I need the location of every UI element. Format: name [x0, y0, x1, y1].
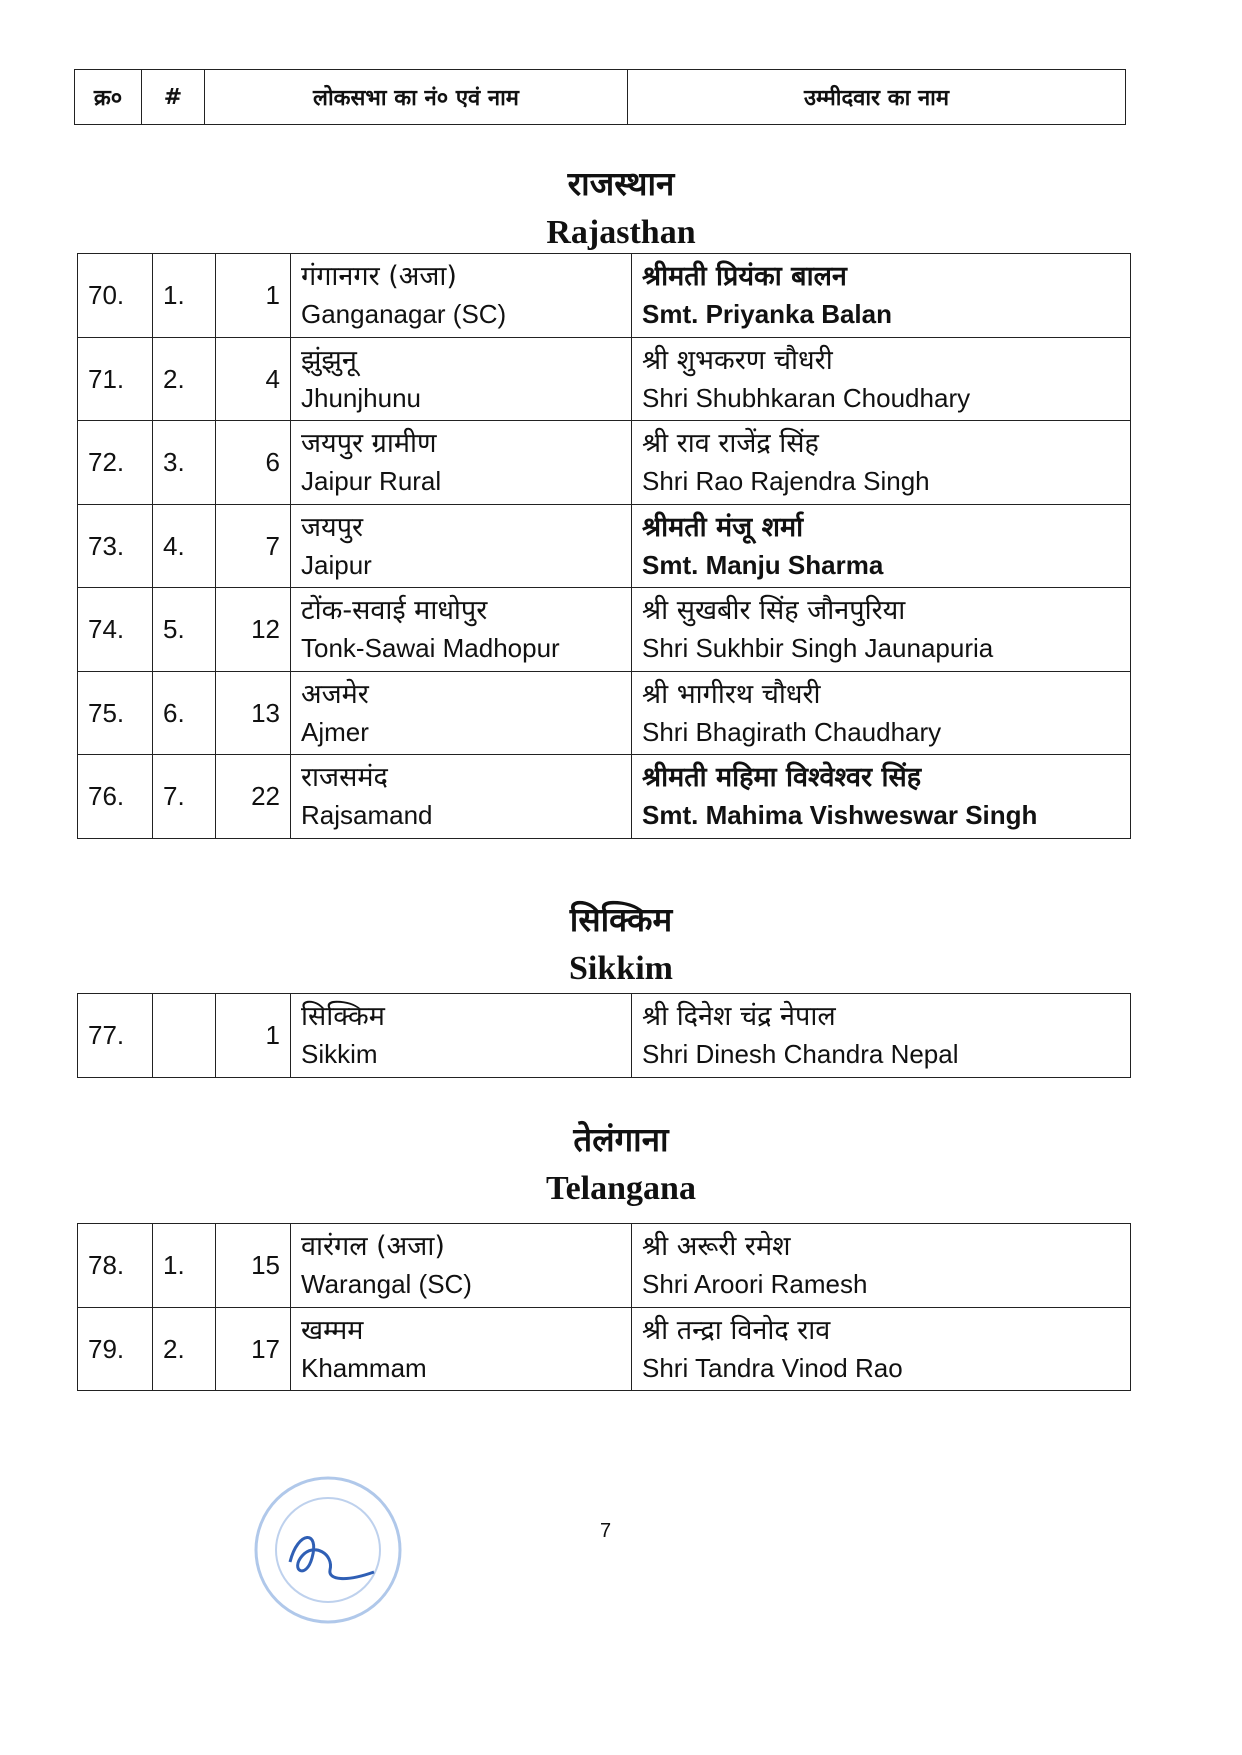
candidate-hindi: श्री तन्द्रा विनोद राव: [642, 1314, 831, 1346]
table-row: [78, 1224, 1131, 1308]
cell-pc-number: [216, 755, 291, 839]
serial-number: 75.: [88, 697, 125, 728]
cell-pc-number: [216, 671, 291, 755]
cell-state-serial: [153, 504, 216, 588]
constituency-hindi: झुंझुनू: [301, 344, 357, 376]
serial-number: 77.: [88, 1020, 125, 1051]
candidate-english: Shri Tandra Vinod Rao: [642, 1352, 903, 1383]
serial-number: 79.: [88, 1333, 125, 1364]
constituency-hindi: जयपुर ग्रामीण: [301, 428, 437, 460]
constituency-english: Ganganagar (SC): [301, 299, 507, 330]
cell-serial: [78, 671, 153, 755]
state-serial-number: 5.: [163, 614, 185, 645]
constituency-hindi: सिक्किम: [301, 1001, 385, 1033]
constituency-hindi: वारंगल (अजा): [301, 1231, 445, 1263]
constituency-english: Jaipur Rural: [301, 466, 442, 497]
header-hash: #: [142, 70, 205, 125]
cell-pc-number: [216, 1224, 291, 1308]
cell-candidate: [632, 421, 1131, 505]
pc-number: 13: [251, 697, 280, 728]
header-candidate: उम्मीदवार का नाम: [628, 70, 1126, 125]
pc-number: 22: [251, 781, 280, 812]
candidate-hindi: श्री भागीरथ चौधरी: [642, 678, 821, 710]
cell-serial: [78, 421, 153, 505]
cell-state-serial: [153, 994, 216, 1078]
candidates-table: [77, 993, 1131, 1078]
serial-number: 74.: [88, 614, 125, 645]
state-title-english: Rajasthan: [546, 214, 696, 251]
state-serial-number: 3.: [163, 447, 185, 478]
cell-state-serial: [153, 337, 216, 421]
candidate-english: Shri Sukhbir Singh Jaunapuria: [642, 633, 994, 664]
candidate-hindi: श्री शुभकरण चौधरी: [642, 344, 833, 376]
header-constituency: लोकसभा का नं० एवं नाम: [205, 70, 628, 125]
pc-number: 12: [251, 614, 280, 645]
candidate-english: Shri Bhagirath Chaudhary: [642, 716, 942, 747]
table-row: [78, 588, 1131, 672]
candidate-hindi: श्री दिनेश चंद्र नेपाल: [642, 1001, 836, 1033]
state-serial-number: 7.: [163, 781, 185, 812]
candidate-hindi: श्री राव राजेंद्र सिंह: [642, 428, 819, 460]
table-row: [78, 254, 1131, 338]
constituency-english: Sikkim: [301, 1039, 378, 1070]
candidate-english: Smt. Mahima Vishweswar Singh: [642, 800, 1038, 831]
cell-state-serial: [153, 755, 216, 839]
candidate-hindi: श्रीमती मंजू शर्मा: [642, 511, 804, 543]
state-title-hindi: राजस्थान: [567, 164, 675, 203]
candidate-english: Shri Rao Rajendra Singh: [642, 466, 930, 497]
serial-number: 73.: [88, 530, 125, 561]
constituency-hindi: टोंक-सवाई माधोपुर: [301, 595, 488, 627]
cell-candidate: [632, 755, 1131, 839]
cell-candidate: [632, 337, 1131, 421]
constituency-hindi: खम्मम: [301, 1314, 364, 1346]
cell-candidate: [632, 504, 1131, 588]
table-row: [78, 421, 1131, 505]
cell-pc-number: [216, 1307, 291, 1391]
serial-number: 71.: [88, 363, 125, 394]
serial-number: 76.: [88, 781, 125, 812]
cell-constituency: [291, 671, 632, 755]
state-serial-number: 2.: [163, 1333, 185, 1364]
cell-constituency: [291, 504, 632, 588]
state-title-hindi: सिक्किम: [569, 900, 673, 939]
cell-constituency: [291, 421, 632, 505]
cell-pc-number: [216, 588, 291, 672]
constituency-english: Jhunjhunu: [301, 382, 421, 413]
office-seal-image: [250, 1470, 420, 1644]
constituency-english: Khammam: [301, 1352, 427, 1383]
pc-number: 7: [265, 530, 280, 561]
cell-constituency: [291, 1224, 632, 1308]
cell-state-serial: [153, 588, 216, 672]
serial-number: 70.: [88, 280, 125, 311]
cell-state-serial: [153, 1224, 216, 1308]
cell-candidate: [632, 1307, 1131, 1391]
cell-pc-number: [216, 254, 291, 338]
candidates-table: [77, 1223, 1131, 1391]
serial-number: 78.: [88, 1250, 125, 1281]
cell-constituency: [291, 1307, 632, 1391]
state-title-english: Sikkim: [569, 950, 673, 987]
cell-candidate: [632, 994, 1131, 1078]
cell-candidate: [632, 588, 1131, 672]
cell-state-serial: [153, 421, 216, 505]
pc-number: 1: [265, 280, 280, 311]
candidate-english: Smt. Priyanka Balan: [642, 299, 892, 330]
state-title-hindi: तेलंगाना: [573, 1120, 669, 1159]
constituency-hindi: जयपुर: [301, 511, 364, 543]
table-row: [78, 337, 1131, 421]
table-row: [78, 671, 1131, 755]
state-title-english: Telangana: [546, 1170, 696, 1207]
cell-serial: [78, 254, 153, 338]
constituency-english: Warangal (SC): [301, 1269, 472, 1300]
state-serial-number: 1.: [163, 1250, 185, 1281]
cell-state-serial: [153, 254, 216, 338]
cell-pc-number: [216, 337, 291, 421]
cell-constituency: [291, 337, 632, 421]
candidates-table: [77, 253, 1131, 839]
pc-number: 15: [251, 1250, 280, 1281]
cell-constituency: [291, 254, 632, 338]
cell-constituency: [291, 994, 632, 1078]
constituency-hindi: राजसमंद: [301, 762, 388, 794]
cell-constituency: [291, 588, 632, 672]
cell-serial: [78, 994, 153, 1078]
table-row: [78, 1307, 1131, 1391]
serial-number: 72.: [88, 447, 125, 478]
cell-serial: [78, 504, 153, 588]
pc-number: 4: [265, 363, 280, 394]
cell-serial: [78, 1307, 153, 1391]
state-serial-number: 1.: [163, 280, 185, 311]
state-serial-number: 4.: [163, 530, 185, 561]
candidate-hindi: श्री अरूरी रमेश: [642, 1231, 791, 1263]
cell-candidate: [632, 671, 1131, 755]
candidate-english: Smt. Manju Sharma: [642, 549, 884, 580]
cell-serial: [78, 337, 153, 421]
cell-pc-number: [216, 504, 291, 588]
table-row: [78, 994, 1131, 1078]
cell-pc-number: [216, 421, 291, 505]
constituency-english: Jaipur: [301, 549, 372, 580]
header-kr: क्र०: [75, 70, 142, 125]
candidate-english: Shri Shubhkaran Choudhary: [642, 382, 971, 413]
constituency-english: Rajsamand: [301, 800, 433, 831]
cell-constituency: [291, 755, 632, 839]
pc-number: 6: [265, 447, 280, 478]
candidate-english: Shri Aroori Ramesh: [642, 1269, 868, 1300]
cell-candidate: [632, 254, 1131, 338]
candidate-english: Shri Dinesh Chandra Nepal: [642, 1039, 959, 1070]
constituency-hindi: गंगानगर (अजा): [301, 261, 457, 293]
cell-serial: [78, 1224, 153, 1308]
cell-serial: [78, 755, 153, 839]
cell-state-serial: [153, 671, 216, 755]
candidate-hindi: श्री सुखबीर सिंह जौनपुरिया: [642, 595, 906, 627]
pc-number: 1: [265, 1020, 280, 1051]
cell-pc-number: [216, 994, 291, 1078]
constituency-english: Tonk-Sawai Madhopur: [301, 633, 560, 664]
pc-number: 17: [251, 1333, 280, 1364]
cell-state-serial: [153, 1307, 216, 1391]
state-serial-number: 6.: [163, 697, 185, 728]
table-row: [78, 755, 1131, 839]
state-serial-number: 2.: [163, 363, 185, 394]
cell-serial: [78, 588, 153, 672]
page-number: 7: [600, 1520, 612, 1542]
constituency-english: Ajmer: [301, 716, 369, 747]
cell-candidate: [632, 1224, 1131, 1308]
constituency-hindi: अजमेर: [301, 678, 369, 710]
column-header-table: [74, 69, 1126, 125]
table-row: [78, 504, 1131, 588]
candidate-hindi: श्रीमती प्रियंका बालन: [642, 261, 847, 293]
candidate-hindi: श्रीमती महिमा विश्वेश्वर सिंह: [642, 762, 922, 794]
